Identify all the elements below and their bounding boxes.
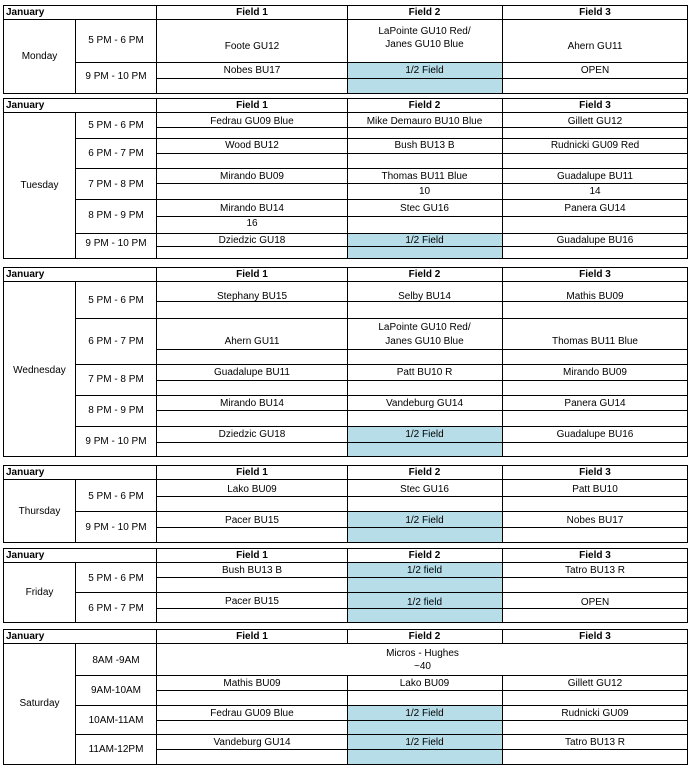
field-2-booking: 1/2 Field xyxy=(405,235,444,246)
time-slot: 8AM -9AM xyxy=(92,655,140,666)
field-3-booking: Panera GU14 xyxy=(564,398,626,409)
merged-booking: Micros - Hughes xyxy=(386,648,459,659)
field-2-booking-line2: Janes GU10 Blue xyxy=(385,336,464,347)
block-header xyxy=(4,466,687,480)
field-1-header: Field 1 xyxy=(236,269,268,280)
field-2-header: Field 2 xyxy=(408,100,441,111)
time-slot: 5 PM - 6 PM xyxy=(88,35,144,46)
field-2-booking: Selby BU14 xyxy=(398,291,451,302)
schedule-block-thursday xyxy=(3,465,688,543)
schedule-block-friday xyxy=(3,548,688,623)
field-3-booking: OPEN xyxy=(580,65,610,76)
time-slot: 9 PM - 10 PM xyxy=(85,522,147,533)
time-slot: 6 PM - 7 PM xyxy=(88,148,144,159)
field-2-header: Field 2 xyxy=(408,631,441,642)
field-1-booking: Vandeburg GU14 xyxy=(213,737,291,748)
day-label: Wednesday xyxy=(13,365,66,376)
field-1-note: 16 xyxy=(246,218,258,229)
field-1-header: Field 1 xyxy=(236,631,268,642)
field-3-booking: Tatro BU13 R xyxy=(564,737,626,748)
time-slot: 6 PM - 7 PM xyxy=(88,336,144,347)
time-slot: 7 PM - 8 PM xyxy=(88,179,144,190)
time-slot: 9 PM - 10 PM xyxy=(85,436,147,447)
field-1-booking: Ahern GU11 xyxy=(224,336,280,347)
field-2-booking: 1/2 Field xyxy=(405,515,444,526)
month-label: January xyxy=(6,100,45,111)
field-1-booking: Mirando BU14 xyxy=(220,203,284,214)
field-3-booking: Tatro BU13 R xyxy=(564,565,626,576)
field-1-booking: Foote GU12 xyxy=(224,41,280,52)
field-2-booking: Stec GU16 xyxy=(400,484,449,495)
block-header xyxy=(4,6,687,20)
field-1-header: Field 1 xyxy=(236,550,268,561)
field-1-booking: Fedrau GU09 Blue xyxy=(210,708,294,719)
time-slot: 7 PM - 8 PM xyxy=(88,374,144,385)
month-label: January xyxy=(6,269,45,280)
time-slot: 5 PM - 6 PM xyxy=(88,120,144,131)
field-2-booking: Mike Demauro BU10 Blue xyxy=(366,116,483,127)
schedule-block-saturday xyxy=(3,629,688,765)
field-3-booking: Mirando BU09 xyxy=(563,367,627,378)
field-1-booking: Pacer BU15 xyxy=(225,515,279,526)
field-1-booking: Guadalupe BU11 xyxy=(214,367,290,378)
month-label: January xyxy=(6,467,45,478)
time-slot: 9 PM - 10 PM xyxy=(85,71,147,82)
time-slot: 5 PM - 6 PM xyxy=(88,573,144,584)
field-1-booking: Mirando BU14 xyxy=(220,398,284,409)
schedule-block-wednesday xyxy=(3,267,688,457)
field-2-booking: Lako BU09 xyxy=(399,678,450,689)
field-2-booking: 1/2 field xyxy=(406,565,443,576)
field-1-header: Field 1 xyxy=(236,7,268,18)
field-1-booking: Stephany BU15 xyxy=(216,291,288,302)
field-2-booking: 1/2 field xyxy=(406,597,443,608)
field-1-booking: Fedrau GU09 Blue xyxy=(210,116,294,127)
field-1-booking: Mirando BU09 xyxy=(220,171,284,182)
time-slot: 9AM-10AM xyxy=(90,685,141,696)
field-3-booking: Rudnicki GU09 Red xyxy=(550,140,640,151)
time-slot: 8 PM - 9 PM xyxy=(88,405,144,416)
field-1-booking: Dziedzic GU18 xyxy=(218,235,286,246)
field-3-booking: Guadalupe BU16 xyxy=(556,429,634,440)
field-2-booking: Vandeburg GU14 xyxy=(385,398,464,409)
field-2-booking: Thomas BU11 Blue xyxy=(381,171,468,182)
time-slot: 5 PM - 6 PM xyxy=(88,295,144,306)
field-2-header: Field 2 xyxy=(408,7,441,18)
month-label: January xyxy=(6,7,45,18)
block-header xyxy=(4,268,687,282)
field-2-booking: Stec GU16 xyxy=(400,203,449,214)
field-3-booking: Gillett GU12 xyxy=(567,116,623,127)
month-label: January xyxy=(6,550,45,561)
day-label: Tuesday xyxy=(20,180,59,191)
time-slot: 6 PM - 7 PM xyxy=(88,603,144,614)
field-2-booking: 1/2 Field xyxy=(405,429,444,440)
field-2-booking: Patt BU10 R xyxy=(396,367,453,378)
field-2-booking: 1/2 Field xyxy=(405,65,444,76)
day-label: Saturday xyxy=(19,698,60,709)
field-1-booking: Lako BU09 xyxy=(227,484,277,495)
day-label: Thursday xyxy=(18,506,61,517)
field-2-note: 10 xyxy=(418,186,431,197)
time-slot: 10AM-11AM xyxy=(88,715,144,726)
field-3-header: Field 3 xyxy=(579,631,611,642)
schedule-block-monday xyxy=(3,5,688,94)
time-slot: 11AM-12PM xyxy=(88,744,144,755)
field-3-note: 14 xyxy=(589,186,601,197)
field-3-header: Field 3 xyxy=(579,550,611,561)
field-3-header: Field 3 xyxy=(579,100,611,111)
field-3-booking: Thomas BU11 Blue xyxy=(552,336,638,347)
month-label: January xyxy=(6,631,45,642)
field-1-booking: Dziedzic GU18 xyxy=(218,429,286,440)
day-label: Monday xyxy=(21,51,58,62)
field-2-header: Field 2 xyxy=(408,269,441,280)
field-2-booking: LaPointe GU10 Red/ xyxy=(378,322,471,333)
time-slot: 9 PM - 10 PM xyxy=(85,238,147,249)
field-3-booking: Rudnicki GU09 xyxy=(561,708,629,719)
block-header xyxy=(4,99,687,113)
block-header xyxy=(4,630,687,644)
field-3-booking: Patt BU10 xyxy=(572,484,618,495)
field-3-booking: Gillett GU12 xyxy=(567,678,623,689)
block-header xyxy=(4,549,687,563)
field-3-booking: Mathis BU09 xyxy=(566,291,624,302)
field-1-header: Field 1 xyxy=(236,467,268,478)
schedule-block-tuesday xyxy=(3,98,688,259)
day-label: Friday xyxy=(25,587,54,598)
field-1-booking: Wood BU12 xyxy=(225,140,279,151)
merged-booking-note: ~40 xyxy=(414,661,431,672)
field-3-booking: Ahern GU11 xyxy=(567,41,623,52)
time-slot: 8 PM - 9 PM xyxy=(88,210,144,221)
field-1-booking: Pacer BU15 xyxy=(225,596,279,607)
field-3-booking: OPEN xyxy=(580,597,610,608)
field-3-booking: Guadalupe BU16 xyxy=(556,235,634,246)
field-3-header: Field 3 xyxy=(579,7,611,18)
field-1-booking: Nobes BU17 xyxy=(223,65,281,76)
field-2-booking: 1/2 Field xyxy=(405,708,444,719)
field-3-booking: Panera GU14 xyxy=(564,203,626,214)
field-2-booking-line2: Janes GU10 Blue xyxy=(385,39,464,50)
field-1-header: Field 1 xyxy=(236,100,268,111)
field-3-header: Field 3 xyxy=(579,269,611,280)
field-2-booking: 1/2 Field xyxy=(405,737,444,748)
field-1-booking: Bush BU13 B xyxy=(221,565,283,576)
field-2-header: Field 2 xyxy=(408,467,441,478)
field-3-header: Field 3 xyxy=(579,467,611,478)
field-3-booking: Nobes BU17 xyxy=(566,515,624,526)
field-2-booking: LaPointe GU10 Red/ xyxy=(378,26,471,37)
field-1-booking: Mathis BU09 xyxy=(223,678,281,689)
time-slot: 5 PM - 6 PM xyxy=(88,491,144,502)
field-2-booking: Bush BU13 B xyxy=(394,140,455,151)
field-3-booking: Guadalupe BU11 xyxy=(557,171,633,182)
field-2-header: Field 2 xyxy=(408,550,441,561)
